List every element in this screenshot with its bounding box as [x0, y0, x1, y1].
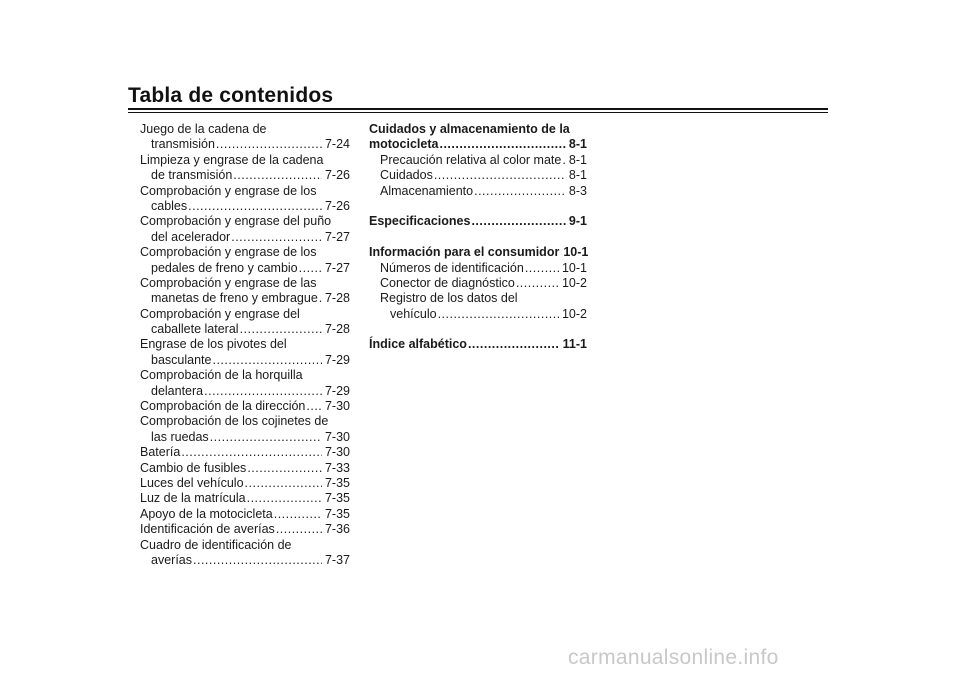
toc-entry[interactable]: [369, 214, 587, 229]
toc-entry[interactable]: [369, 168, 587, 183]
toc-entry: [140, 276, 350, 291]
toc-entry-title: las ruedas: [151, 429, 209, 444]
toc-entry-title: Limpieza y engrase de la cadena: [140, 152, 324, 167]
toc-entry-title: Registro de los datos del: [380, 291, 518, 306]
toc-entry-page: 7-27: [324, 229, 350, 244]
toc-spacer: [369, 199, 587, 214]
toc-entry: [369, 122, 587, 137]
toc-entry-title: basculante: [151, 352, 212, 367]
toc-leader-dots: [438, 307, 559, 322]
toc-entry[interactable]: [140, 491, 350, 506]
toc-entry-page: 8-1: [568, 137, 587, 152]
toc-entry: [140, 368, 350, 383]
toc-entry-title: Números de identificación: [380, 260, 524, 275]
toc-entry[interactable]: [369, 307, 587, 322]
toc-leader-dots: [468, 337, 560, 352]
toc-entry[interactable]: [140, 291, 350, 306]
toc-entry-title: Comprobación y engrase del puño: [140, 214, 332, 229]
toc-entry[interactable]: [140, 384, 350, 399]
toc-spacer: [369, 322, 587, 337]
toc-leader-dots: [319, 291, 322, 306]
toc-entry-title: Comprobación y engrase de las: [140, 275, 317, 290]
toc-leader-dots: [240, 322, 322, 337]
toc-entry[interactable]: [140, 399, 350, 414]
toc-entry-page: 7-28: [324, 291, 350, 306]
toc-leader-dots: [247, 491, 322, 506]
toc-entry-title: Cuidados: [380, 168, 433, 183]
toc-entry[interactable]: [140, 261, 350, 276]
toc-leader-dots: [276, 522, 322, 537]
toc-entry[interactable]: [140, 322, 350, 337]
toc-entry-title: motocicleta: [369, 137, 439, 152]
toc-entry-title: Comprobación de los cojinetes de: [140, 414, 329, 429]
toc-entry: [140, 122, 350, 137]
toc-entry[interactable]: [140, 461, 350, 476]
toc-leader-dots: [181, 445, 322, 460]
toc-entry-title: Cuadro de identificación de: [140, 537, 292, 552]
toc-entry-title: Luces del vehículo: [140, 475, 244, 490]
toc-entry-page: 10-2: [561, 275, 587, 290]
toc-leader-dots: [233, 168, 322, 183]
page-title: Tabla de contenidos: [128, 84, 334, 107]
toc-entry-page: 7-29: [324, 383, 350, 398]
toc-entry[interactable]: [369, 153, 587, 168]
toc-entry-title: averías: [151, 552, 192, 567]
toc-entry-page: 9-1: [568, 214, 587, 229]
toc-entry-page: 7-36: [324, 522, 350, 537]
toc-entry[interactable]: [140, 199, 350, 214]
toc-entry-title: Comprobación de la dirección: [140, 399, 306, 414]
toc-entry-title: Comprobación y engrase del: [140, 306, 300, 321]
toc-entry-page: 7-30: [324, 445, 350, 460]
toc-entry[interactable]: [140, 430, 350, 445]
toc-leader-dots: [439, 137, 565, 152]
toc-entry-title: Cuidados y almacenamiento de la: [369, 122, 570, 136]
toc-entry[interactable]: [140, 445, 350, 460]
toc-leader-dots: [204, 384, 322, 399]
toc-leader-dots: [188, 199, 322, 214]
toc-entry-title: de transmisión: [151, 168, 233, 183]
toc-entry-title: Apoyo de la motocicleta: [140, 506, 273, 521]
toc-entry-page: 8-3: [568, 183, 587, 198]
toc-entry: [369, 291, 587, 306]
toc-column-left: [140, 122, 350, 568]
toc-leader-dots: [516, 276, 559, 291]
toc-entry-page: 10-1: [563, 245, 589, 260]
title-rule-thick: [128, 108, 828, 110]
watermark: carmanualsonline.info: [568, 646, 779, 669]
toc-leader-dots: [247, 461, 322, 476]
toc-entry[interactable]: [369, 337, 587, 352]
toc-leader-dots: [212, 353, 322, 368]
toc-entry-title: pedales de freno y cambio: [151, 260, 298, 275]
toc-entry-page: 7-35: [324, 491, 350, 506]
toc-entry-title: Especificaciones: [369, 214, 471, 229]
toc-entry[interactable]: [369, 261, 587, 276]
toc-entry: [140, 214, 350, 229]
toc-entry: [140, 414, 350, 429]
toc-entry-title: manetas de freno y embrague: [151, 291, 318, 306]
toc-entry-page: 7-28: [324, 322, 350, 337]
toc-entry-page: 7-30: [324, 429, 350, 444]
toc-leader-dots: [562, 153, 566, 168]
toc-entry: [140, 184, 350, 199]
toc-entry[interactable]: [369, 137, 587, 152]
toc-entry-page: 10-2: [561, 306, 587, 321]
toc-entry[interactable]: [369, 245, 587, 260]
toc-leader-dots: [471, 214, 565, 229]
toc-column-right: [369, 122, 587, 353]
toc-leader-dots: [245, 476, 322, 491]
toc-entry-page: 7-35: [324, 506, 350, 521]
toc-entry: [140, 337, 350, 352]
toc-entry: [140, 307, 350, 322]
toc-entry-title: Juego de la cadena de: [140, 122, 267, 136]
toc-entry-title: Conector de diagnóstico: [380, 275, 515, 290]
toc-entry-title: Identificación de averías: [140, 522, 275, 537]
toc-entry[interactable]: [140, 353, 350, 368]
toc-entry-page: 7-27: [324, 260, 350, 275]
toc-entry-page: 7-26: [324, 198, 350, 213]
toc-entry-page: 7-24: [324, 137, 350, 152]
toc-entry-title: Precaución relativa al color mate: [380, 152, 562, 167]
toc-leader-dots: [231, 230, 322, 245]
toc-entry-page: 8-1: [568, 168, 587, 183]
toc-entry-title: Almacenamiento: [380, 183, 474, 198]
toc-spacer: [369, 230, 587, 245]
toc-entry-title: Información para el consumidor: [369, 245, 560, 260]
toc-entry-title: delantera: [151, 383, 204, 398]
toc-leader-dots: [210, 430, 322, 445]
toc-entry-page: 10-1: [561, 260, 587, 275]
toc-entry-title: caballete lateral: [151, 322, 239, 337]
title-rule-thin: [128, 112, 828, 113]
toc-entry: [140, 153, 350, 168]
toc-entry-page: 7-30: [324, 399, 350, 414]
toc-entry-title: Luz de la matrícula: [140, 491, 246, 506]
toc-leader-dots: [474, 184, 566, 199]
toc-entry-page: 7-26: [324, 168, 350, 183]
toc-entry-title: Batería: [140, 445, 181, 460]
toc-entry-title: del acelerador: [151, 229, 231, 244]
toc-entry-page: 7-29: [324, 352, 350, 367]
toc-entry-title: Comprobación de la horquilla: [140, 368, 303, 383]
toc-entry[interactable]: [140, 168, 350, 183]
toc-entry-title: Índice alfabético: [369, 337, 467, 352]
toc-entry-title: cables: [151, 198, 188, 213]
toc-leader-dots: [525, 261, 559, 276]
toc-entry-page: 8-1: [568, 152, 587, 167]
toc-leader-dots: [193, 553, 322, 568]
toc-entry-page: 7-33: [324, 460, 350, 475]
toc-entry: [140, 538, 350, 553]
toc-entry[interactable]: [140, 522, 350, 537]
toc-entry[interactable]: [140, 137, 350, 152]
toc-entry-title: vehículo: [390, 306, 437, 321]
toc-entry-title: Engrase de los pivotes del: [140, 337, 287, 352]
toc-entry: [140, 245, 350, 260]
toc-entry-page: 7-35: [324, 475, 350, 490]
toc-entry[interactable]: [140, 553, 350, 568]
toc-entry[interactable]: [140, 476, 350, 491]
toc-entry[interactable]: [140, 230, 350, 245]
toc-entry-title: Cambio de fusibles: [140, 460, 247, 475]
toc-leader-dots: [434, 168, 566, 183]
toc-leader-dots: [299, 261, 322, 276]
toc-entry-page: 7-37: [324, 552, 350, 567]
toc-entry[interactable]: [140, 507, 350, 522]
toc-entry-title: transmisión: [151, 137, 215, 152]
toc-entry[interactable]: [369, 276, 587, 291]
toc-entry-title: Comprobación y engrase de los: [140, 245, 317, 260]
toc-leader-dots: [274, 507, 322, 522]
toc-leader-dots: [306, 399, 322, 414]
toc-leader-dots: [216, 137, 322, 152]
toc-entry[interactable]: [369, 184, 587, 199]
toc-entry-title: Comprobación y engrase de los: [140, 183, 317, 198]
toc-entry-page: 11-1: [562, 337, 587, 352]
